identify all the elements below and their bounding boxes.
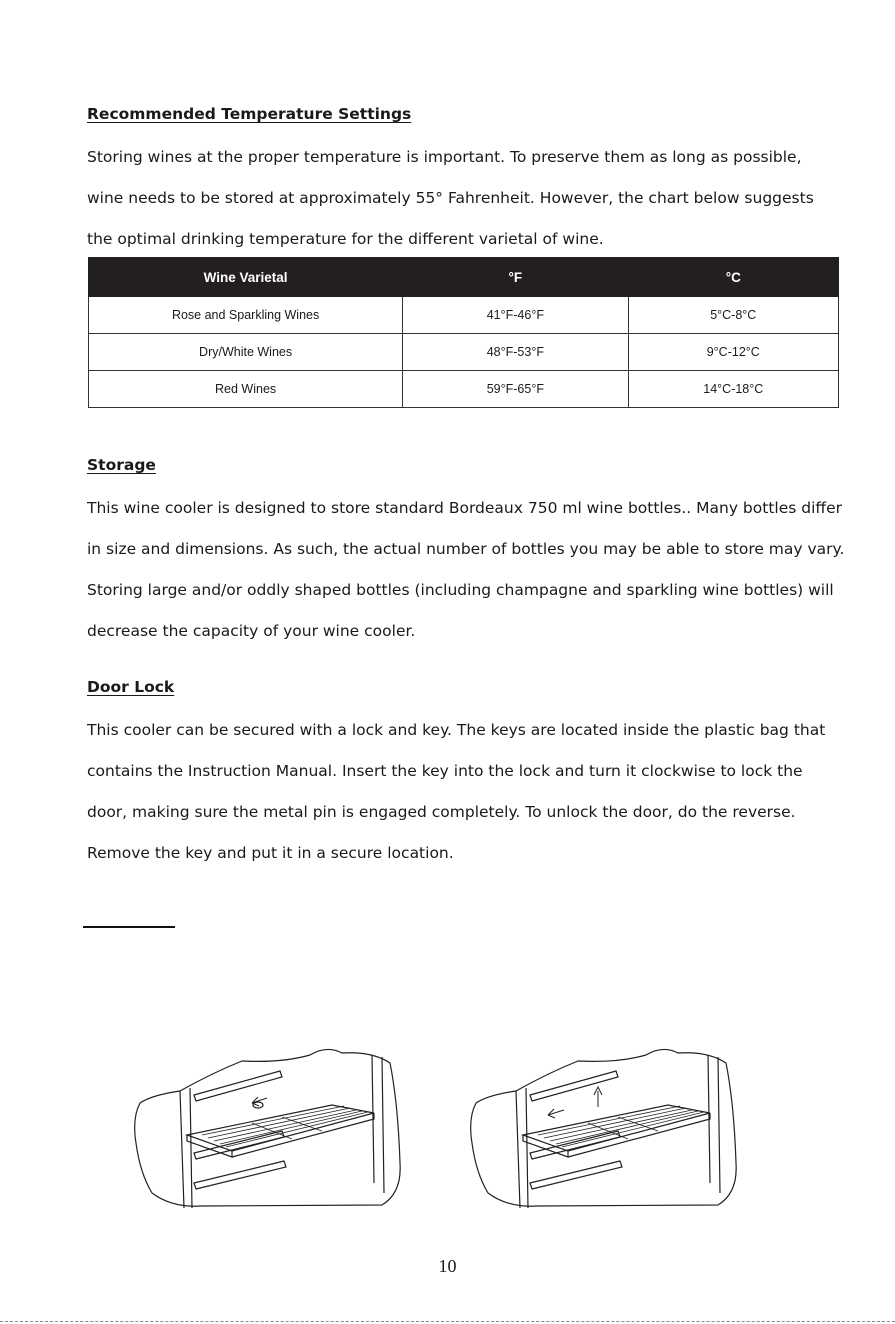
temperature-paragraph xyxy=(87,137,867,260)
paragraph-line: Storing large and/or oddly shaped bottles (including champagne and sparkling wine bottles) will xyxy=(87,581,834,599)
storage-paragraph xyxy=(87,488,867,652)
section-heading-rule xyxy=(83,926,175,928)
table-header-row xyxy=(89,258,839,297)
table-row xyxy=(89,371,839,408)
paragraph-line: This wine cooler is designed to store standard Bordeaux 750 ml wine bottles.. Many bottles differ xyxy=(87,499,842,517)
paragraph-line: Remove the key and put it in a secure location. xyxy=(87,844,454,862)
table-cell: 41°F-46°F xyxy=(403,297,628,334)
paragraph-line: decrease the capacity of your wine cooler. xyxy=(87,622,416,640)
table-row xyxy=(89,334,839,371)
table-cell: 5°C-8°C xyxy=(628,297,838,334)
storage-heading: Storage xyxy=(87,456,156,474)
table-header-celsius: °C xyxy=(628,258,838,297)
paragraph-line: wine needs to be stored at approximately 55° Fahrenheit. However, the chart below suggests xyxy=(87,189,814,207)
temperature-table xyxy=(88,257,839,408)
page-bottom-border xyxy=(0,1321,895,1322)
table-cell: 48°F-53°F xyxy=(403,334,628,371)
paragraph-line: in size and dimensions. As such, the actual number of bottles you may be able to store may vary. xyxy=(87,540,845,558)
table-cell: 9°C-12°C xyxy=(628,334,838,371)
shelf-slide-out-illustration xyxy=(132,1043,407,1213)
shelf-lift-remove-illustration xyxy=(468,1043,743,1213)
table-header-fahrenheit: °F xyxy=(403,258,628,297)
table-cell: 59°F-65°F xyxy=(403,371,628,408)
table-cell: Rose and Sparkling Wines xyxy=(89,297,403,334)
door-lock-paragraph xyxy=(87,710,867,874)
paragraph-line: the optimal drinking temperature for the different varietal of wine. xyxy=(87,230,604,248)
table-cell: Red Wines xyxy=(89,371,403,408)
door-lock-heading: Door Lock xyxy=(87,678,175,696)
table-header-varietal: Wine Varietal xyxy=(89,258,403,297)
paragraph-line: door, making sure the metal pin is engaged completely. To unlock the door, do the reverse. xyxy=(87,803,796,821)
table-cell: 14°C-18°C xyxy=(628,371,838,408)
page-number: 10 xyxy=(438,1256,457,1276)
temperature-heading: Recommended Temperature Settings xyxy=(87,105,412,123)
table-cell: Dry/White Wines xyxy=(89,334,403,371)
paragraph-line: contains the Instruction Manual. Insert the key into the lock and turn it clockwise to lock the xyxy=(87,762,803,780)
table-row xyxy=(89,297,839,334)
paragraph-line: This cooler can be secured with a lock and key. The keys are located inside the plastic bag that xyxy=(87,721,826,739)
paragraph-line: Storing wines at the proper temperature is important. To preserve them as long as possible, xyxy=(87,148,802,166)
